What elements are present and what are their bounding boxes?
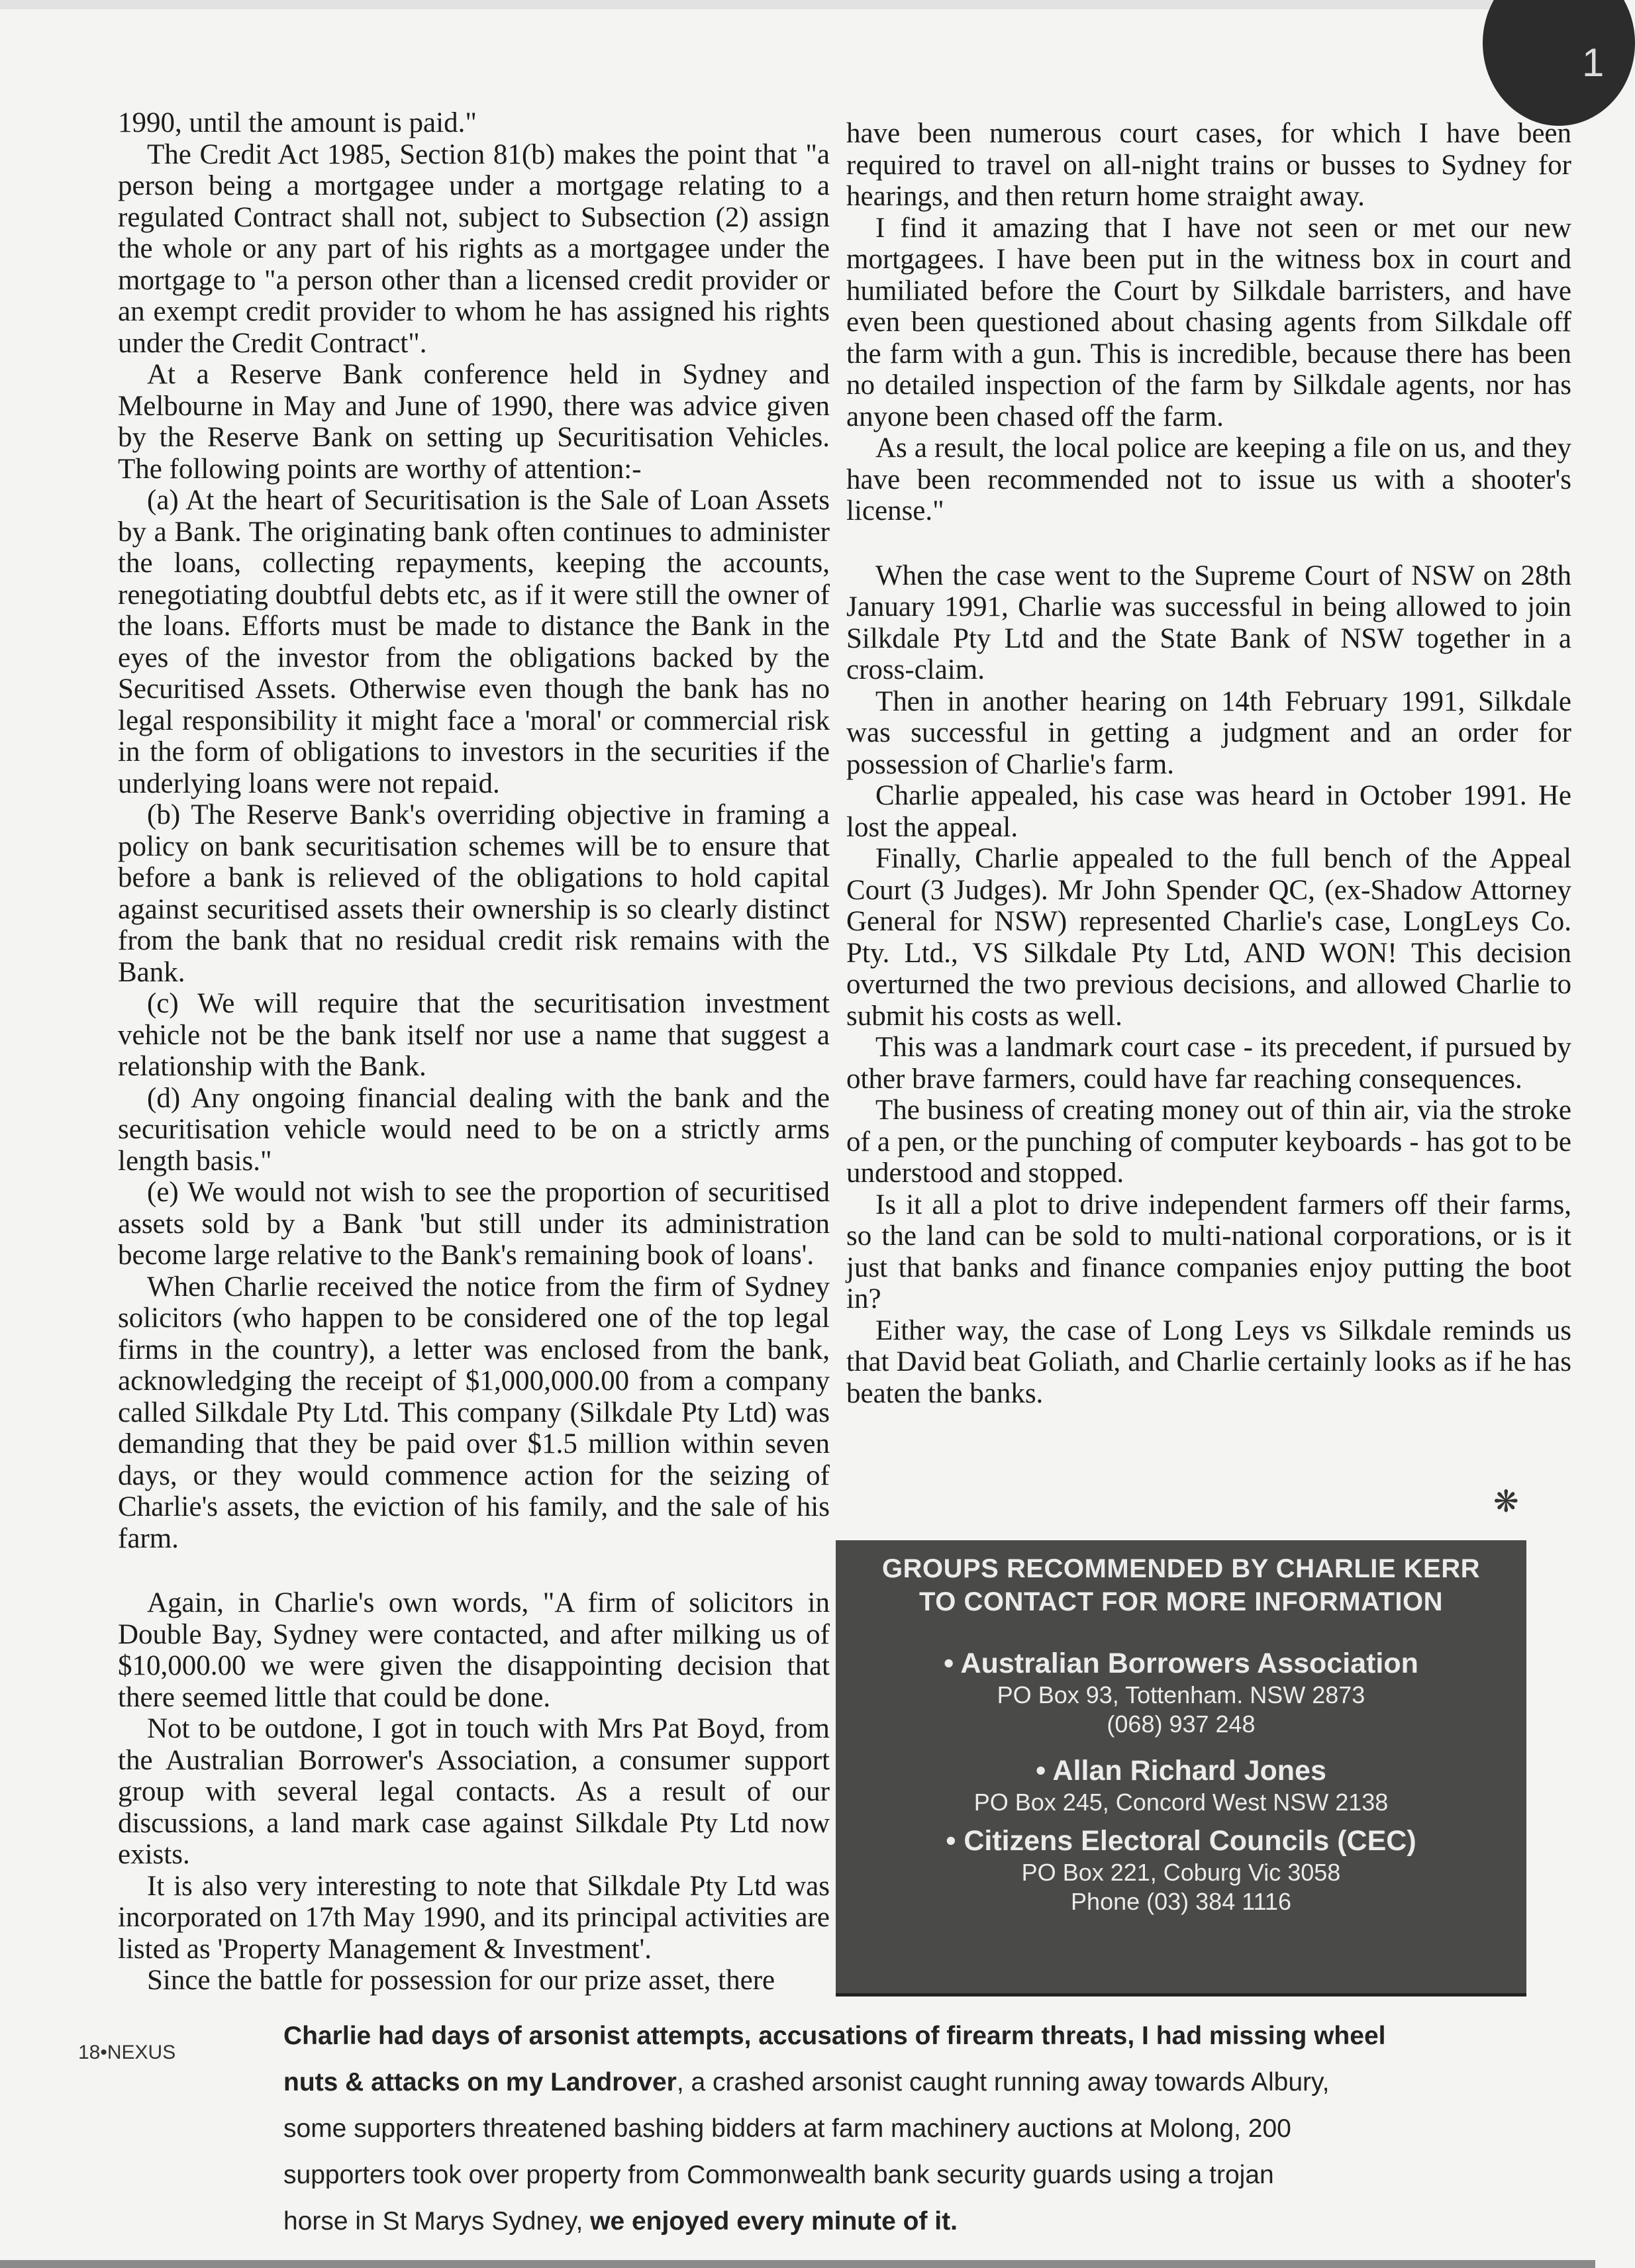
paragraph: When Charlie received the notice from the firm of Sydney solicitors (who happen to be considered one of the top legal firms in the country), a letter was enclosed from the bank, acknowledging the receipt of $1,000,000.00 from a company called Silkdale Pty Ltd. This company (Silkdale Pty Ltd) was demanding that they be paid over $1.5 million within seven days, or they would commence action for the seizing of Charlie's assets, the eviction of his family, and the sale of his farm.	[118, 1271, 830, 1554]
group-phone: Phone (03) 384 1116	[1071, 1888, 1291, 1915]
paragraph: have been numerous court cases, for which I have been required to travel on all-night trains or busses to Sydney for hearings, and then return home straight away.	[846, 118, 1571, 212]
paragraph: Not to be outdone, I got in touch with Mrs Pat Boyd, from the Australian Borrower's Association, a consumer support group with several legal contacts. As a result of our discussions, a land mark case against Silkdale Pty Ltd now exists.	[118, 1713, 830, 1870]
note-line-bold: Charlie had days of arsonist attempts, accusations of firearm threats, I had missing wheel	[283, 2022, 1386, 2050]
paragraph: Either way, the case of Long Leys vs Silkdale reminds us that David beat Goliath, and Charlie certainly looks as if he has beaten the banks.	[846, 1314, 1571, 1409]
paragraph: (d) Any ongoing financial dealing with the bank and the securitisation vehicle would need to be on a strictly arms length basis."	[118, 1082, 830, 1177]
paragraph: Again, in Charlie's own words, "A firm of solicitors in Double Bay, Sydney were contacted, and after milking us of $10,000.00 we were given the disappointing decision that there seemed little that could be done.	[118, 1587, 830, 1713]
paragraph: At a Reserve Bank conference held in Sydney and Melbourne in May and June of 1990, there was advice given by the Reserve Bank on setting up Securitisation Vehicles. The following points are worthy of attention:-	[118, 359, 830, 485]
paragraph: The business of creating money out of thin air, via the stroke of a pen, or the punching of computer keyboards - has got to be understood and stopped.	[846, 1095, 1571, 1189]
end-mark-icon: ❋	[1493, 1485, 1519, 1518]
paragraph: When the case went to the Supreme Court of NSW on 28th January 1991, Charlie was successful in being allowed to join Silkdale Pty Ltd and the State Bank of NSW together in a cross-claim.	[846, 560, 1571, 685]
note-line: some supporters threatened bashing bidders at farm machinery auctions at Molong, 200	[283, 2114, 1291, 2143]
group-address: PO Box 93, Tottenham. NSW 2873	[997, 1681, 1365, 1708]
scan-bottom-edge	[0, 2260, 1595, 2268]
paragraph: This was a landmark court case - its precedent, if pursued by other brave farmers, could have far reaching consequences.	[846, 1032, 1571, 1095]
group-name: • Australian Borrowers Association	[944, 1648, 1418, 1679]
note-line-bold: we enjoyed every minute of it.	[590, 2207, 958, 2236]
page-corner-tab	[1483, 0, 1635, 126]
box-heading-line2: TO CONTACT FOR MORE INFORMATION	[919, 1587, 1443, 1616]
paragraph: Since the battle for possession for our prize asset, there	[147, 1965, 775, 1996]
group-address: PO Box 221, Coburg Vic 3058	[1021, 1859, 1341, 1886]
page-marker: 1	[1582, 40, 1605, 85]
paragraph: Then in another hearing on 14th February 1991, Silkdale was successful in getting a judgment and an order for possession of Charlie's farm.	[846, 685, 1571, 780]
groups-info-box	[836, 1540, 1526, 1997]
group-name: • Allan Richard Jones	[1036, 1755, 1326, 1787]
note-line-bold: nuts & attacks on my Landrover	[283, 2068, 677, 2096]
paragraph: 1990, until the amount is paid."	[118, 107, 477, 138]
paragraph: Finally, Charlie appealed to the full bench of the Appeal Court (3 Judges). Mr John Spender QC, (ex-Shadow Attorney General for NSW) represented Charlie's case, LongLeys Co. Pty. Ltd., VS Silkdale Pty Ltd, AND WON! This decision overturned the two previous decisions, and allowed Charlie to submit his costs as well.	[846, 843, 1571, 1032]
page-folio: 18•NEXUS	[78, 2042, 176, 2063]
paragraph: The Credit Act 1985, Section 81(b) makes the point that "a person being a mortgagee under a mortgage relating to a regulated Contract shall not, subject to Subsection (2) assign the whole or any part of his rights as a mortgagee under the mortgage to "a person other than a licensed credit provider or an exempt credit provider to whom he has assigned his rights under the Credit Contract".	[118, 138, 830, 359]
group-name: • Citizens Electoral Councils (CEC)	[946, 1825, 1416, 1857]
paragraph: (e) We would not wish to see the proportion of securitised assets sold by a Bank 'but still under its administration become large relative to the Bank's remaining book of loans'.	[118, 1177, 830, 1271]
note-line: horse in St Marys Sydney,	[283, 2207, 591, 2236]
paragraph: (b) The Reserve Bank's overriding objective in framing a policy on bank securitisation schemes will be to ensure that before a bank is relieved of the obligations to hold capital against securitised assets their ownership is so clearly distinct from the bank that no residual credit risk remains with the Bank.	[118, 799, 830, 988]
scan-top-edge	[0, 0, 1595, 9]
paragraph: (c) We will require that the securitisation investment vehicle not be the bank itself nor use a name that suggest a relationship with the Bank.	[118, 988, 830, 1082]
group-address: PO Box 245, Concord West NSW 2138	[973, 1789, 1389, 1816]
left-column	[118, 107, 830, 1997]
paragraph: (a) At the heart of Securitisation is the Sale of Loan Assets by a Bank. The originating bank often continues to administer the loans, collecting repayments, keeping the accounts, renegotiating doubtful debts etc, as if it were still the owner of the loans. Efforts must be made to distance the Bank in the eyes of the investor from the obligations backed by the Securitised Assets. Otherwise even though the bank has no legal responsibility it might face a 'moral' or commercial risk in the form of obligations to investors in the securities if the underlying loans were not repaid.	[118, 485, 830, 799]
group-phone: (068) 937 248	[1107, 1710, 1256, 1738]
paragraph: I find it amazing that I have not seen or met our new mortgagees. I have been put in the witness box in court and humiliated before the Court by Silkdale barristers, and have even been questioned about chasing agents from Silkdale off the farm with a gun. This is incredible, because there has been no detailed inspection of the farm by Silkdale agents, nor has anyone been chased off the farm.	[846, 212, 1571, 432]
paragraph: It is also very interesting to note that Silkdale Pty Ltd was incorporated on 17th May 1990, and its principal activities are listed as 'Property Management & Investment'.	[118, 1870, 830, 1965]
note-line: supporters took over property from Commonwealth bank security guards using a trojan	[283, 2161, 1274, 2189]
paragraph: As a result, the local police are keeping a file on us, and they have been recommended not to issue us with a shooter's license."	[846, 432, 1571, 526]
note-line: , a crashed arsonist caught running away towards Albury,	[676, 2068, 1330, 2096]
paragraph: Is it all a plot to drive independent farmers off their farms, so the land can be sold to multi-national corporations, or is it just that banks and finance companies enjoy putting the boot in?	[846, 1189, 1571, 1314]
right-column	[846, 118, 1571, 1409]
paragraph: Charlie appealed, his case was heard in October 1991. He lost the appeal.	[846, 780, 1571, 843]
box-heading-line1: GROUPS RECOMMENDED BY CHARLIE KERR	[882, 1554, 1480, 1583]
added-note	[283, 2013, 1542, 2245]
